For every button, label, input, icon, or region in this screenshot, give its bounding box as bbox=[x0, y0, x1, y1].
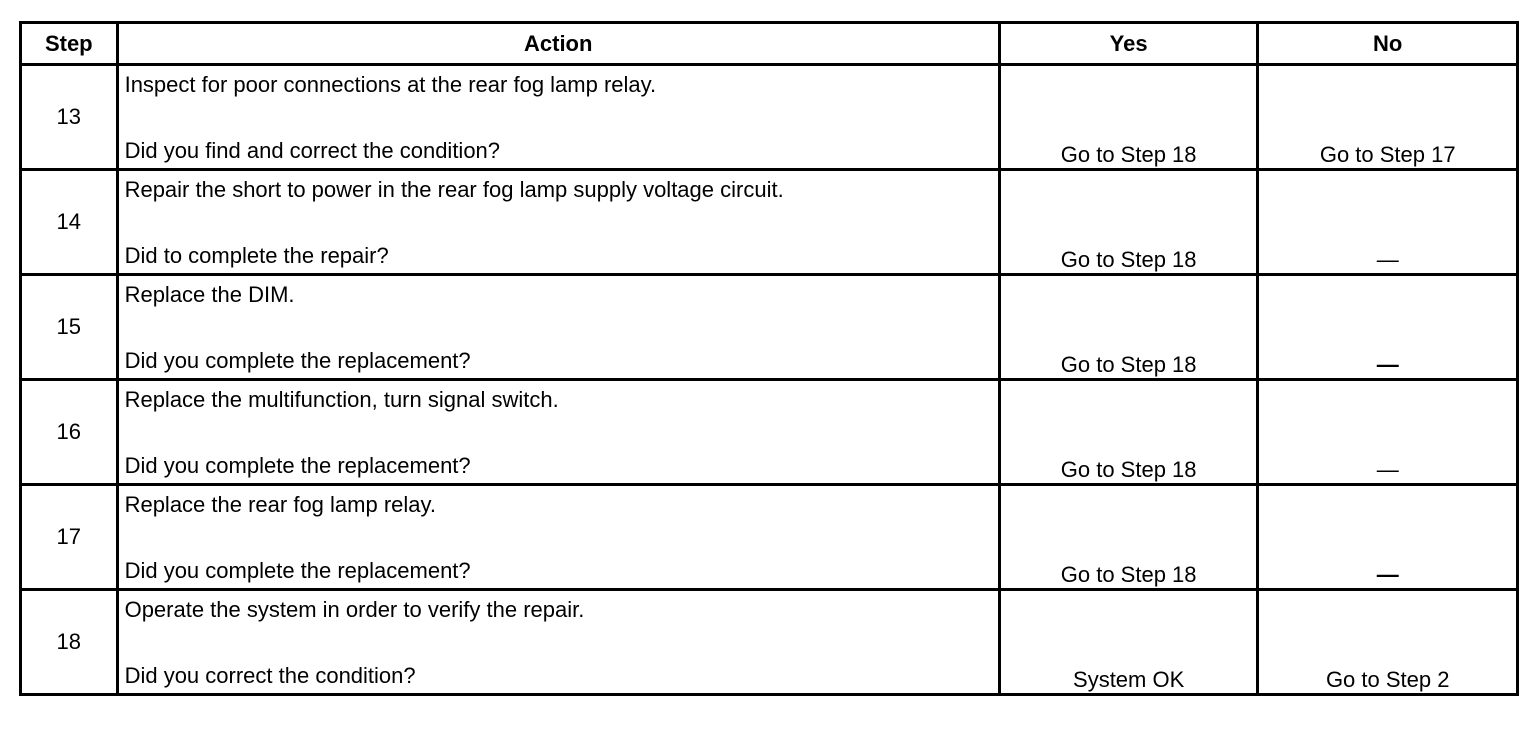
no-result: Go to Step 17 bbox=[1258, 65, 1518, 170]
action-cell bbox=[117, 275, 999, 380]
step-number: 16 bbox=[21, 380, 118, 485]
no-result: — bbox=[1258, 170, 1518, 275]
step-number: 15 bbox=[21, 275, 118, 380]
table-row bbox=[21, 65, 1518, 170]
question-text: Did you find and correct the condition? bbox=[124, 138, 501, 163]
action-text: Replace the DIM. bbox=[124, 282, 295, 307]
yes-result: Go to Step 18 bbox=[999, 170, 1258, 275]
yes-result: Go to Step 18 bbox=[999, 380, 1258, 485]
step-number: 13 bbox=[21, 65, 118, 170]
question-text: Did you complete the replacement? bbox=[124, 558, 471, 583]
table-row bbox=[21, 485, 1518, 590]
step-number: 14 bbox=[21, 170, 118, 275]
no-result: — bbox=[1258, 380, 1518, 485]
question-text: Did you correct the condition? bbox=[124, 663, 416, 688]
step-number: 17 bbox=[21, 485, 118, 590]
diagnostic-table bbox=[19, 21, 1519, 696]
yes-result: System OK bbox=[999, 590, 1258, 695]
question-text: Did to complete the repair? bbox=[124, 243, 389, 268]
action-cell bbox=[117, 65, 999, 170]
action-text: Inspect for poor connections at the rear fog lamp relay. bbox=[124, 72, 657, 97]
no-result: — bbox=[1258, 485, 1518, 590]
action-cell bbox=[117, 380, 999, 485]
no-result: — bbox=[1258, 275, 1518, 380]
action-text: Operate the system in order to verify the repair. bbox=[124, 597, 585, 622]
question-text: Did you complete the replacement? bbox=[124, 453, 471, 478]
action-text: Repair the short to power in the rear fog lamp supply voltage circuit. bbox=[124, 177, 784, 202]
table-header-row bbox=[21, 23, 1518, 65]
header-no: No bbox=[1258, 23, 1518, 65]
header-action: Action bbox=[117, 23, 999, 65]
action-cell bbox=[117, 170, 999, 275]
header-step: Step bbox=[21, 23, 118, 65]
table-row bbox=[21, 380, 1518, 485]
question-text: Did you complete the replacement? bbox=[124, 348, 471, 373]
table-row bbox=[21, 170, 1518, 275]
table-row bbox=[21, 275, 1518, 380]
yes-result: Go to Step 18 bbox=[999, 275, 1258, 380]
action-text: Replace the rear fog lamp relay. bbox=[124, 492, 436, 517]
action-cell bbox=[117, 590, 999, 695]
step-number: 18 bbox=[21, 590, 118, 695]
action-text: Replace the multifunction, turn signal switch. bbox=[124, 387, 559, 412]
yes-result: Go to Step 18 bbox=[999, 485, 1258, 590]
table-row bbox=[21, 590, 1518, 695]
yes-result: Go to Step 18 bbox=[999, 65, 1258, 170]
no-result: Go to Step 2 bbox=[1258, 590, 1518, 695]
header-yes: Yes bbox=[999, 23, 1258, 65]
action-cell bbox=[117, 485, 999, 590]
